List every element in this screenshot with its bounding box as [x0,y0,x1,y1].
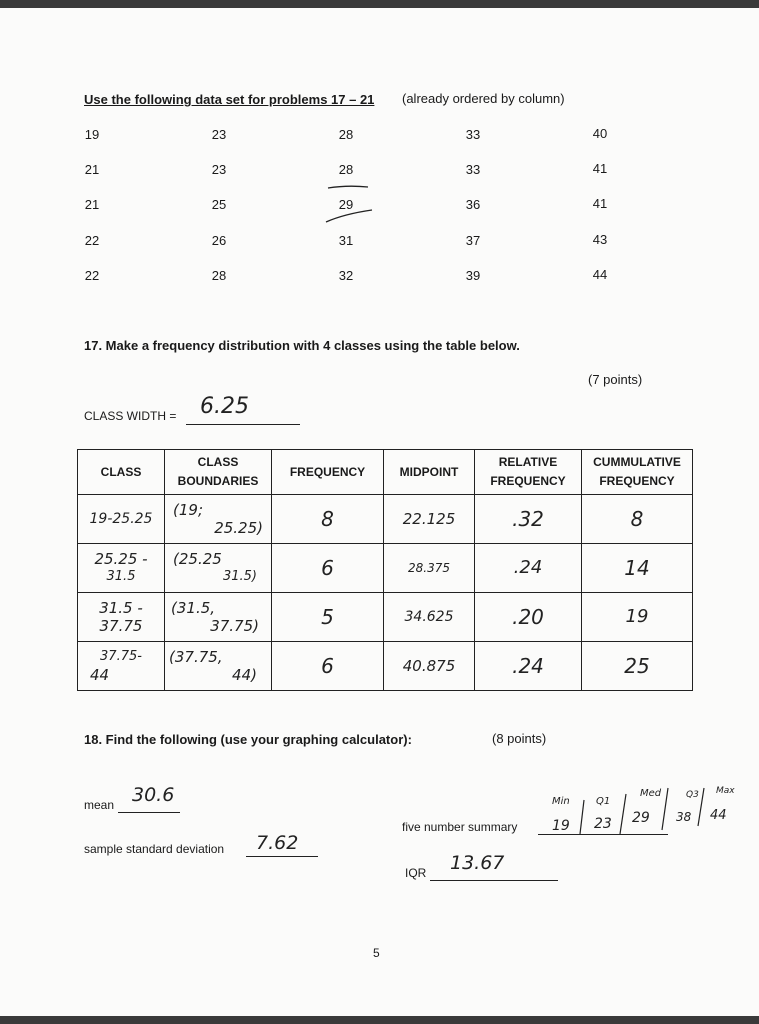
cell-frequency[interactable]: 5 [272,593,384,642]
cell-frequency[interactable]: 6 [272,642,384,691]
data-cell: 36 [465,197,481,212]
table-row [78,642,693,691]
data-cell: 21 [84,197,100,212]
q17-points: (7 points) [588,372,643,387]
data-cell: 39 [465,268,481,283]
sd-label: sample standard deviation [84,842,225,856]
cell-midpoint[interactable]: 34.625 [384,593,475,642]
cell-midpoint[interactable]: 22.125 [384,495,475,544]
cell-boundaries[interactable]: (25.25 31.5) [165,544,272,593]
data-cell: 22 [84,233,100,248]
cell-relative-frequency[interactable]: .32 [475,495,582,544]
data-cell: 28 [338,127,354,142]
cell-boundaries[interactable]: (19; 25.25) [165,495,272,544]
data-cell: 28 [211,268,227,283]
data-cell: 41 [592,196,608,211]
five-value-max: 44 [710,808,727,823]
header-midpoint: MIDPOINT [384,450,475,495]
sd-value[interactable]: 7.62 [256,832,299,854]
data-cell: 33 [465,162,481,177]
cell-relative-frequency[interactable]: .24 [475,544,582,593]
five-value-q3: 38 [676,810,692,824]
iqr-label: IQR [405,866,427,880]
header-cumulative-frequency: CUMMULATIVE FREQUENCY [582,450,693,495]
five-number-dividers [538,786,738,842]
class-width-label: CLASS WIDTH = [84,409,177,423]
data-cell: 21 [84,162,100,177]
data-cell: 22 [84,268,100,283]
iqr-value[interactable]: 13.67 [450,852,505,874]
q18-prompt: 18. Find the following (use your graphing calculator): [84,732,412,747]
page-number: 5 [373,946,380,960]
median-marks [322,184,382,234]
five-value-min: 19 [552,818,570,834]
table-row [78,495,693,544]
q17-prompt: 17. Make a frequency distribution with 4 classes using the table below. [84,338,520,353]
data-cell: 44 [592,267,608,282]
dataset-note: (already ordered by column) [402,91,565,106]
cell-frequency[interactable]: 8 [272,495,384,544]
data-cell: 43 [592,232,608,247]
table-row [78,593,693,642]
frequency-table [77,449,693,691]
five-header-q1: Q1 [596,796,611,807]
five-value-med: 29 [632,810,650,826]
data-cell: 26 [211,233,227,248]
data-cell: 28 [338,162,354,177]
cell-midpoint[interactable]: 40.875 [384,642,475,691]
cell-class[interactable]: 31.5 - 37.75 [78,593,165,642]
cell-boundaries[interactable]: (37.75, 44) [165,642,272,691]
cell-relative-frequency[interactable]: .24 [475,642,582,691]
five-header-q3: Q3 [686,790,699,800]
five-number-label: five number summary [402,820,518,834]
five-header-min: Min [552,796,570,807]
data-cell: 40 [592,126,608,141]
data-cell: 37 [465,233,481,248]
header-boundaries: CLASS BOUNDARIES [165,450,272,495]
data-cell: 23 [211,162,227,177]
header-frequency: FREQUENCY [272,450,384,495]
cell-frequency[interactable]: 6 [272,544,384,593]
cell-cumulative-frequency[interactable]: 19 [582,593,693,642]
class-width-value[interactable]: 6.25 [200,394,249,419]
data-cell: 41 [592,161,608,176]
five-header-max: Max [716,786,735,796]
cell-midpoint[interactable]: 28.375 [384,544,475,593]
mean-label: mean [84,798,115,812]
cell-relative-frequency[interactable]: .20 [475,593,582,642]
header-relative-frequency: RELATIVE FREQUENCY [475,450,582,495]
five-header-med: Med [640,788,662,799]
five-number-summary[interactable] [538,786,738,842]
data-cell: 29 [338,197,354,212]
worksheet-page [0,8,759,1016]
cell-class[interactable]: 25.25 - 31.5 [78,544,165,593]
data-cell: 31 [338,233,354,248]
data-cell: 32 [338,268,354,283]
table-row [78,544,693,593]
five-value-q1: 23 [594,816,612,832]
data-cell: 19 [84,127,100,142]
cell-cumulative-frequency[interactable]: 25 [582,642,693,691]
data-cell: 23 [211,127,227,142]
cell-cumulative-frequency[interactable]: 14 [582,544,693,593]
data-cell: 33 [465,127,481,142]
dataset-instruction: Use the following data set for problems 17 – 21 [84,92,375,107]
cell-cumulative-frequency[interactable]: 8 [582,495,693,544]
cell-class[interactable]: 19-25.25 [78,495,165,544]
cell-boundaries[interactable]: (31.5, 37.75) [165,593,272,642]
cell-class[interactable]: 37.75- 44 [78,642,165,691]
data-cell: 25 [211,197,227,212]
q18-points: (8 points) [492,731,547,746]
header-class: CLASS [78,450,165,495]
mean-value[interactable]: 30.6 [132,784,175,806]
